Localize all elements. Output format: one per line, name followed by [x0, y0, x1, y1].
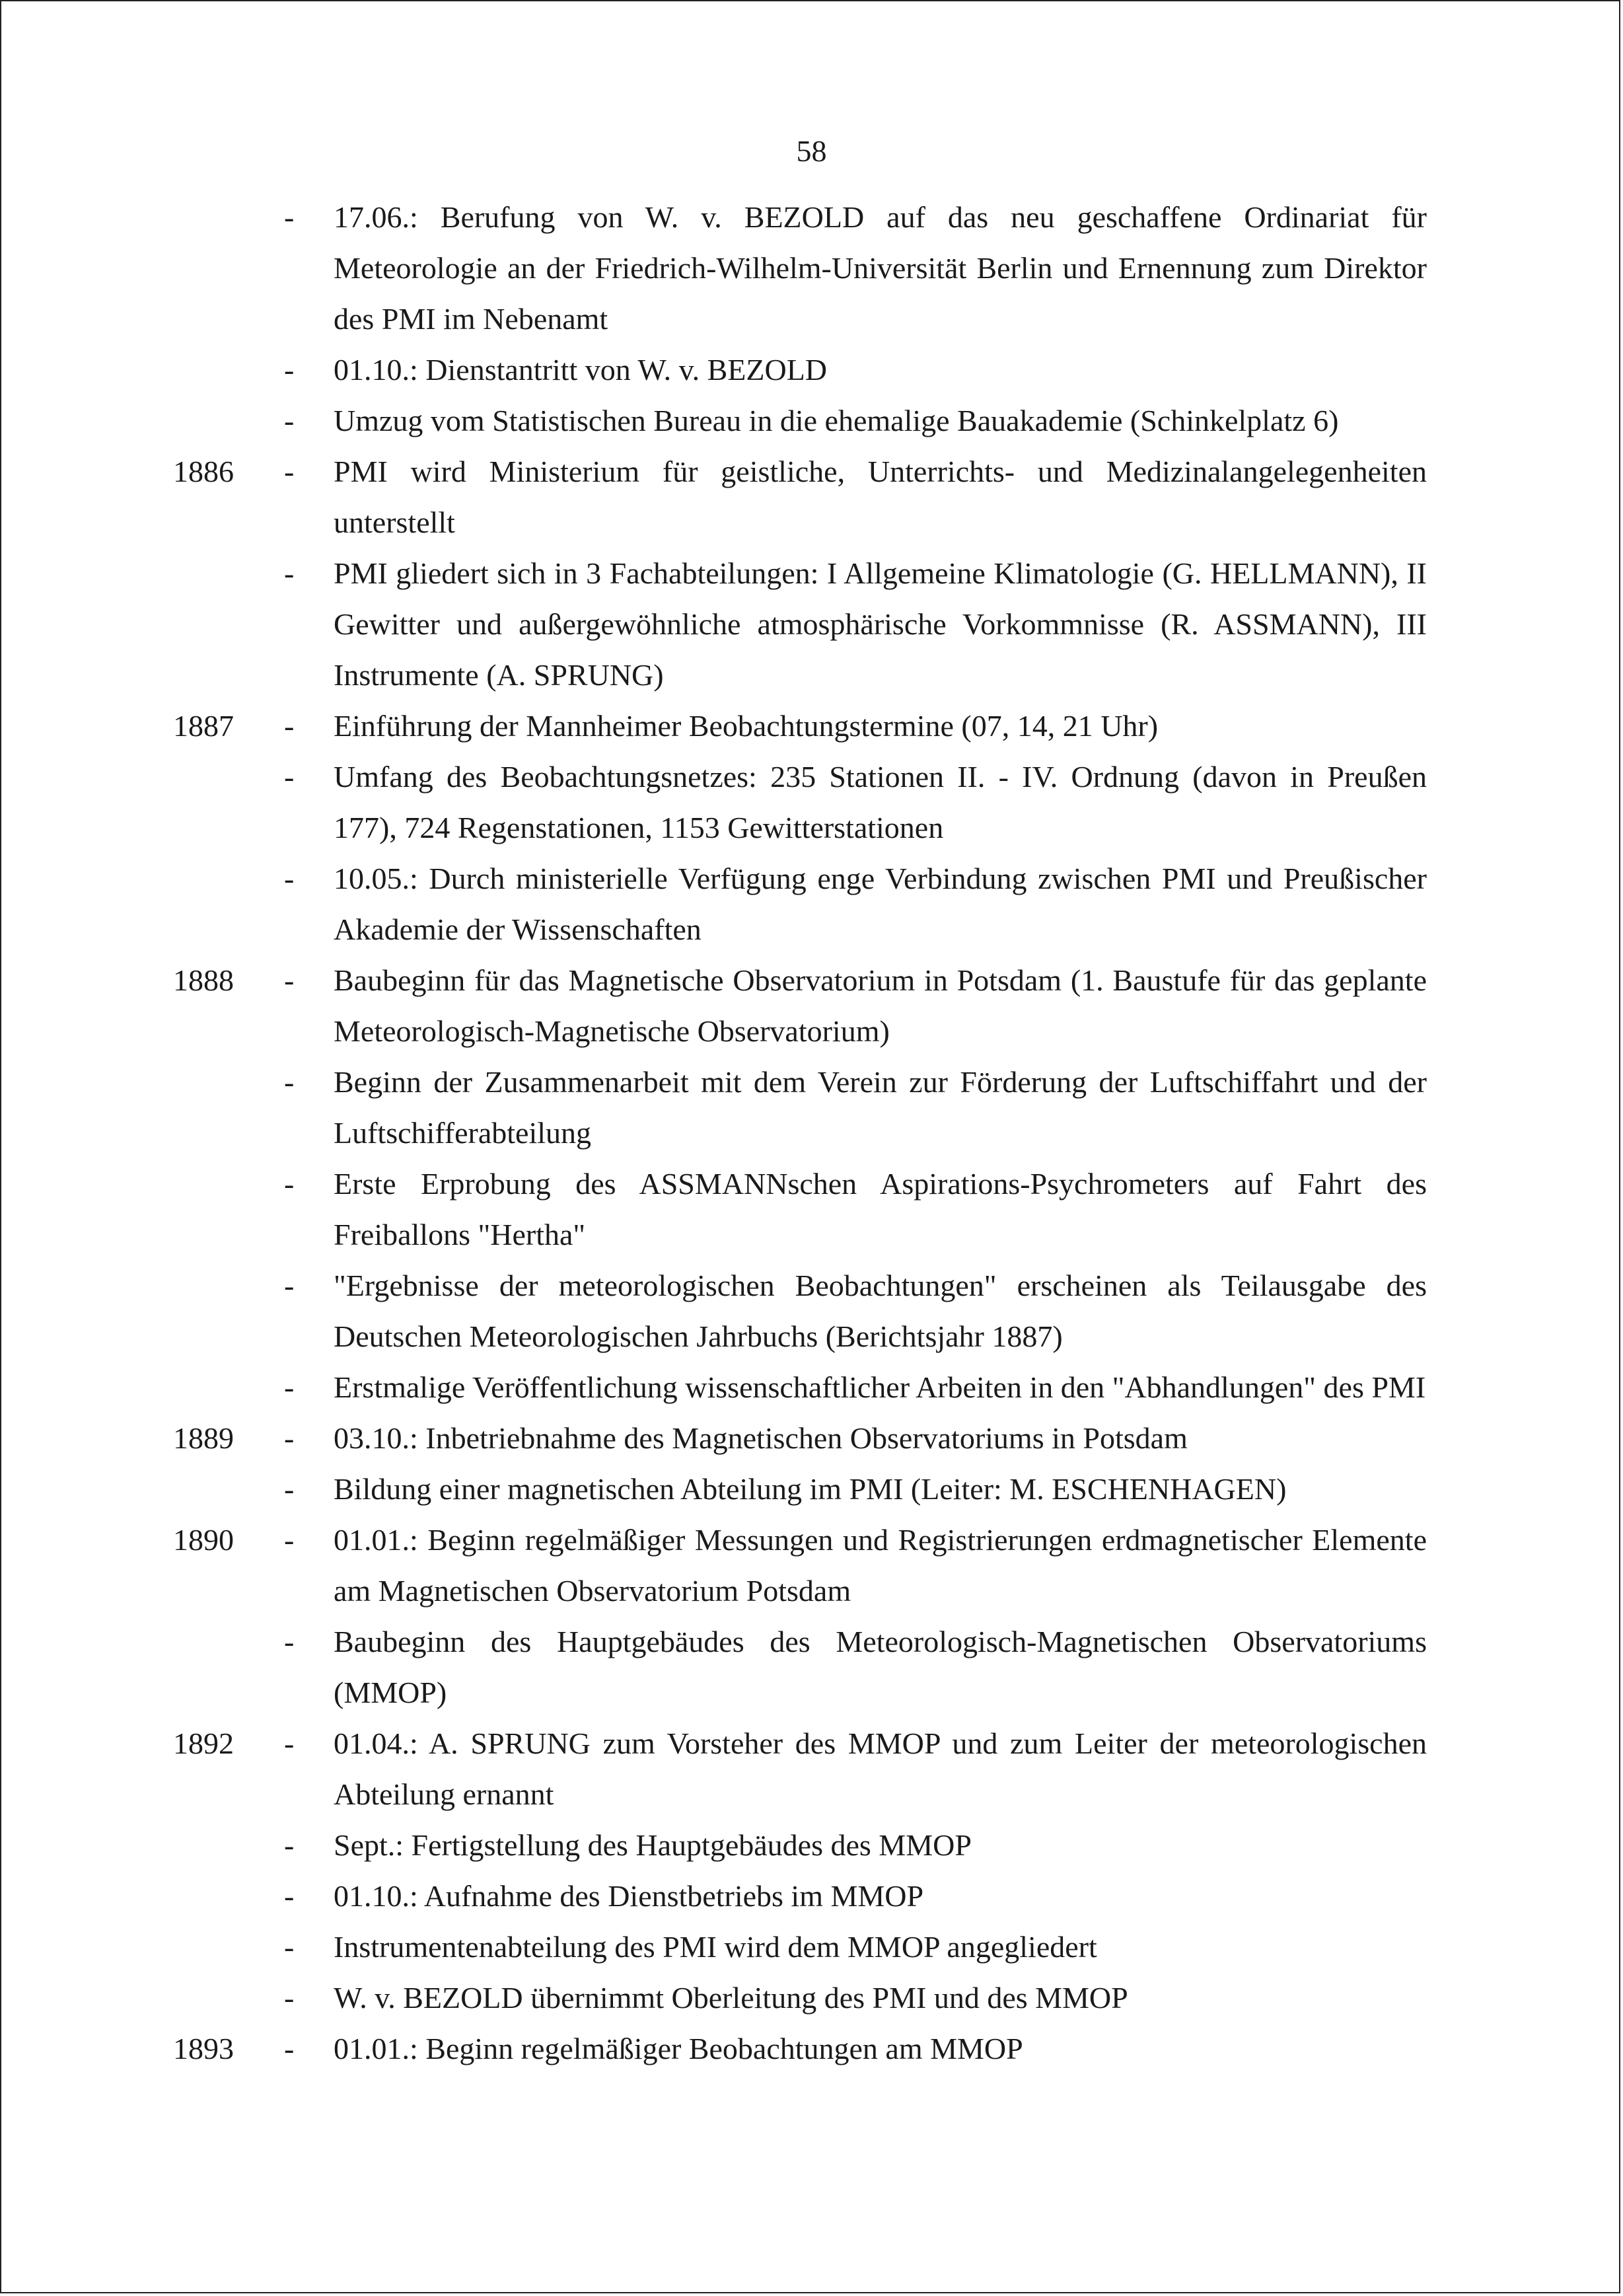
- entry-text: 01.01.: Beginn regelmäßiger Beobachtungen am MMOP: [334, 2032, 1023, 2065]
- entry-text: Beginn der Zusammenarbeit mit dem Verein zur Förderung der Luftschiffahrt und der Luftschifferabteilung: [334, 1065, 1427, 1150]
- entry-text: 03.10.: Inbetriebnahme des Magnetischen Observatoriums in Potsdam: [334, 1421, 1188, 1455]
- entry-text: W. v. BEZOLD übernimmt Oberleitung des PMI und des MMOP: [334, 1981, 1128, 2015]
- chronology-entry: [0, 1514, 1623, 1616]
- entry-text: Einführung der Mannheimer Beobachtungstermine (07, 14, 21 Uhr): [334, 709, 1159, 743]
- entry-text: "Ergebnisse der meteorologischen Beobachtungen" erscheinen als Teilausgabe des Deutschen Meteorologischen Jahrbuchs (Berichtsjahr 1887): [334, 1269, 1427, 1353]
- chronology-list: [0, 192, 1623, 2074]
- entry-dash: -: [284, 1523, 295, 1557]
- entry-year: 1892: [173, 1726, 234, 1760]
- chronology-entry: [0, 1972, 1623, 2023]
- entry-text: Bildung einer magnetischen Abteilung im PMI (Leiter: M. ESCHENHAGEN): [334, 1472, 1287, 1506]
- chronology-entry: [0, 2023, 1623, 2074]
- chronology-entry: [0, 192, 1623, 344]
- entry-dash: -: [284, 1370, 295, 1404]
- entry-text: 01.04.: A. SPRUNG zum Vorsteher des MMOP und zum Leiter der meteorologischen Abteilung ernannt: [334, 1726, 1427, 1811]
- chronology-entry: [0, 751, 1623, 853]
- chronology-entry: [0, 344, 1623, 395]
- chronology-entry: [0, 1056, 1623, 1158]
- chronology-entry: [0, 1870, 1623, 1921]
- entry-text: Instrumentenabteilung des PMI wird dem MMOP angegliedert: [334, 1930, 1097, 1964]
- chronology-entry: [0, 1463, 1623, 1514]
- entry-dash: -: [284, 556, 295, 590]
- entry-year: 1887: [173, 709, 234, 743]
- chronology-entry: [0, 1362, 1623, 1413]
- entry-text: Erstmalige Veröffentlichung wissenschaftlicher Arbeiten in den "Abhandlungen" des PMI: [334, 1370, 1426, 1404]
- entry-dash: -: [284, 404, 295, 437]
- entry-text: Erste Erprobung des ASSMANNschen Aspirations-Psychrometers auf Fahrt des Freiballons "Hertha": [334, 1167, 1427, 1251]
- entry-dash: -: [284, 200, 295, 234]
- entry-year: 1893: [173, 2032, 234, 2065]
- chronology-entry: [0, 446, 1623, 548]
- entry-year: 1890: [173, 1523, 234, 1557]
- entry-text: Sept.: Fertigstellung des Hauptgebäudes des MMOP: [334, 1828, 972, 1862]
- entry-text: Umfang des Beobachtungsnetzes: 235 Stationen II. - IV. Ordnung (davon in Preußen 177), 724 Regenstationen, 1153 Gewitterstationen: [334, 760, 1427, 844]
- entry-dash: -: [284, 455, 295, 488]
- entry-text: 01.10.: Dienstantritt von W. v. BEZOLD: [334, 353, 828, 387]
- chronology-entry: [0, 1820, 1623, 1870]
- chronology-entry: [0, 548, 1623, 700]
- entry-dash: -: [284, 1930, 295, 1964]
- chronology-entry: [0, 1921, 1623, 1972]
- chronology-entry: [0, 1158, 1623, 1260]
- chronology-entry: [0, 1718, 1623, 1820]
- entry-dash: -: [284, 963, 295, 997]
- entry-year: 1889: [173, 1421, 234, 1455]
- entry-dash: -: [284, 353, 295, 387]
- chronology-entry: [0, 1616, 1623, 1718]
- entry-dash: -: [284, 1625, 295, 1658]
- entry-dash: -: [284, 1981, 295, 2015]
- entry-dash: -: [284, 1726, 295, 1760]
- entry-text: Baubeginn für das Magnetische Observatorium in Potsdam (1. Baustufe für das geplante Meteorologisch-Magnetische Observatorium): [334, 963, 1427, 1048]
- entry-dash: -: [284, 709, 295, 743]
- entry-dash: -: [284, 1065, 295, 1099]
- entry-dash: -: [284, 1472, 295, 1506]
- entry-dash: -: [284, 1421, 295, 1455]
- entry-dash: -: [284, 1269, 295, 1302]
- entry-dash: -: [284, 760, 295, 794]
- entry-text: 10.05.: Durch ministerielle Verfügung enge Verbindung zwischen PMI und Preußischer Akademie der Wissenschaften: [334, 862, 1427, 946]
- entry-dash: -: [284, 2032, 295, 2065]
- entry-dash: -: [284, 1879, 295, 1913]
- chronology-entry: [0, 700, 1623, 751]
- entry-text: 01.10.: Aufnahme des Dienstbetriebs im MMOP: [334, 1879, 924, 1913]
- page-number: 58: [796, 134, 827, 168]
- entry-text: Umzug vom Statistischen Bureau in die ehemalige Bauakademie (Schinkelplatz 6): [334, 404, 1339, 437]
- entry-text: 01.01.: Beginn regelmäßiger Messungen und Registrierungen erdmagnetischer Elemente am Magnetischen Observatorium Potsdam: [334, 1523, 1427, 1608]
- chronology-entry: [0, 853, 1623, 955]
- chronology-entry: [0, 1260, 1623, 1362]
- chronology-entry: [0, 955, 1623, 1056]
- entry-text: PMI gliedert sich in 3 Fachabteilungen: I Allgemeine Klimatologie (G. HELLMANN), II Gewitter und außergewöhnliche atmosphärische Vorkommnisse (R. ASSMANN), III Instrumente (A. SPRUNG): [334, 556, 1427, 692]
- entry-text: PMI wird Ministerium für geistliche, Unterrichts- und Medizinalangelegenheiten unterstellt: [334, 455, 1427, 539]
- entry-dash: -: [284, 1167, 295, 1201]
- entry-year: 1886: [173, 455, 234, 488]
- entry-dash: -: [284, 1828, 295, 1862]
- entry-text: Baubeginn des Hauptgebäudes des Meteorologisch-Magnetischen Observatoriums (MMOP): [334, 1625, 1427, 1709]
- entry-year: 1888: [173, 963, 234, 997]
- chronology-entry: [0, 395, 1623, 446]
- entry-text: 17.06.: Berufung von W. v. BEZOLD auf das neu geschaffene Ordinariat für Meteorologie an der Friedrich-Wilhelm-Universität Berlin und Ernennung zum Direktor des PMI im Nebenamt: [334, 200, 1427, 336]
- chronology-entry: [0, 1413, 1623, 1463]
- entry-dash: -: [284, 862, 295, 895]
